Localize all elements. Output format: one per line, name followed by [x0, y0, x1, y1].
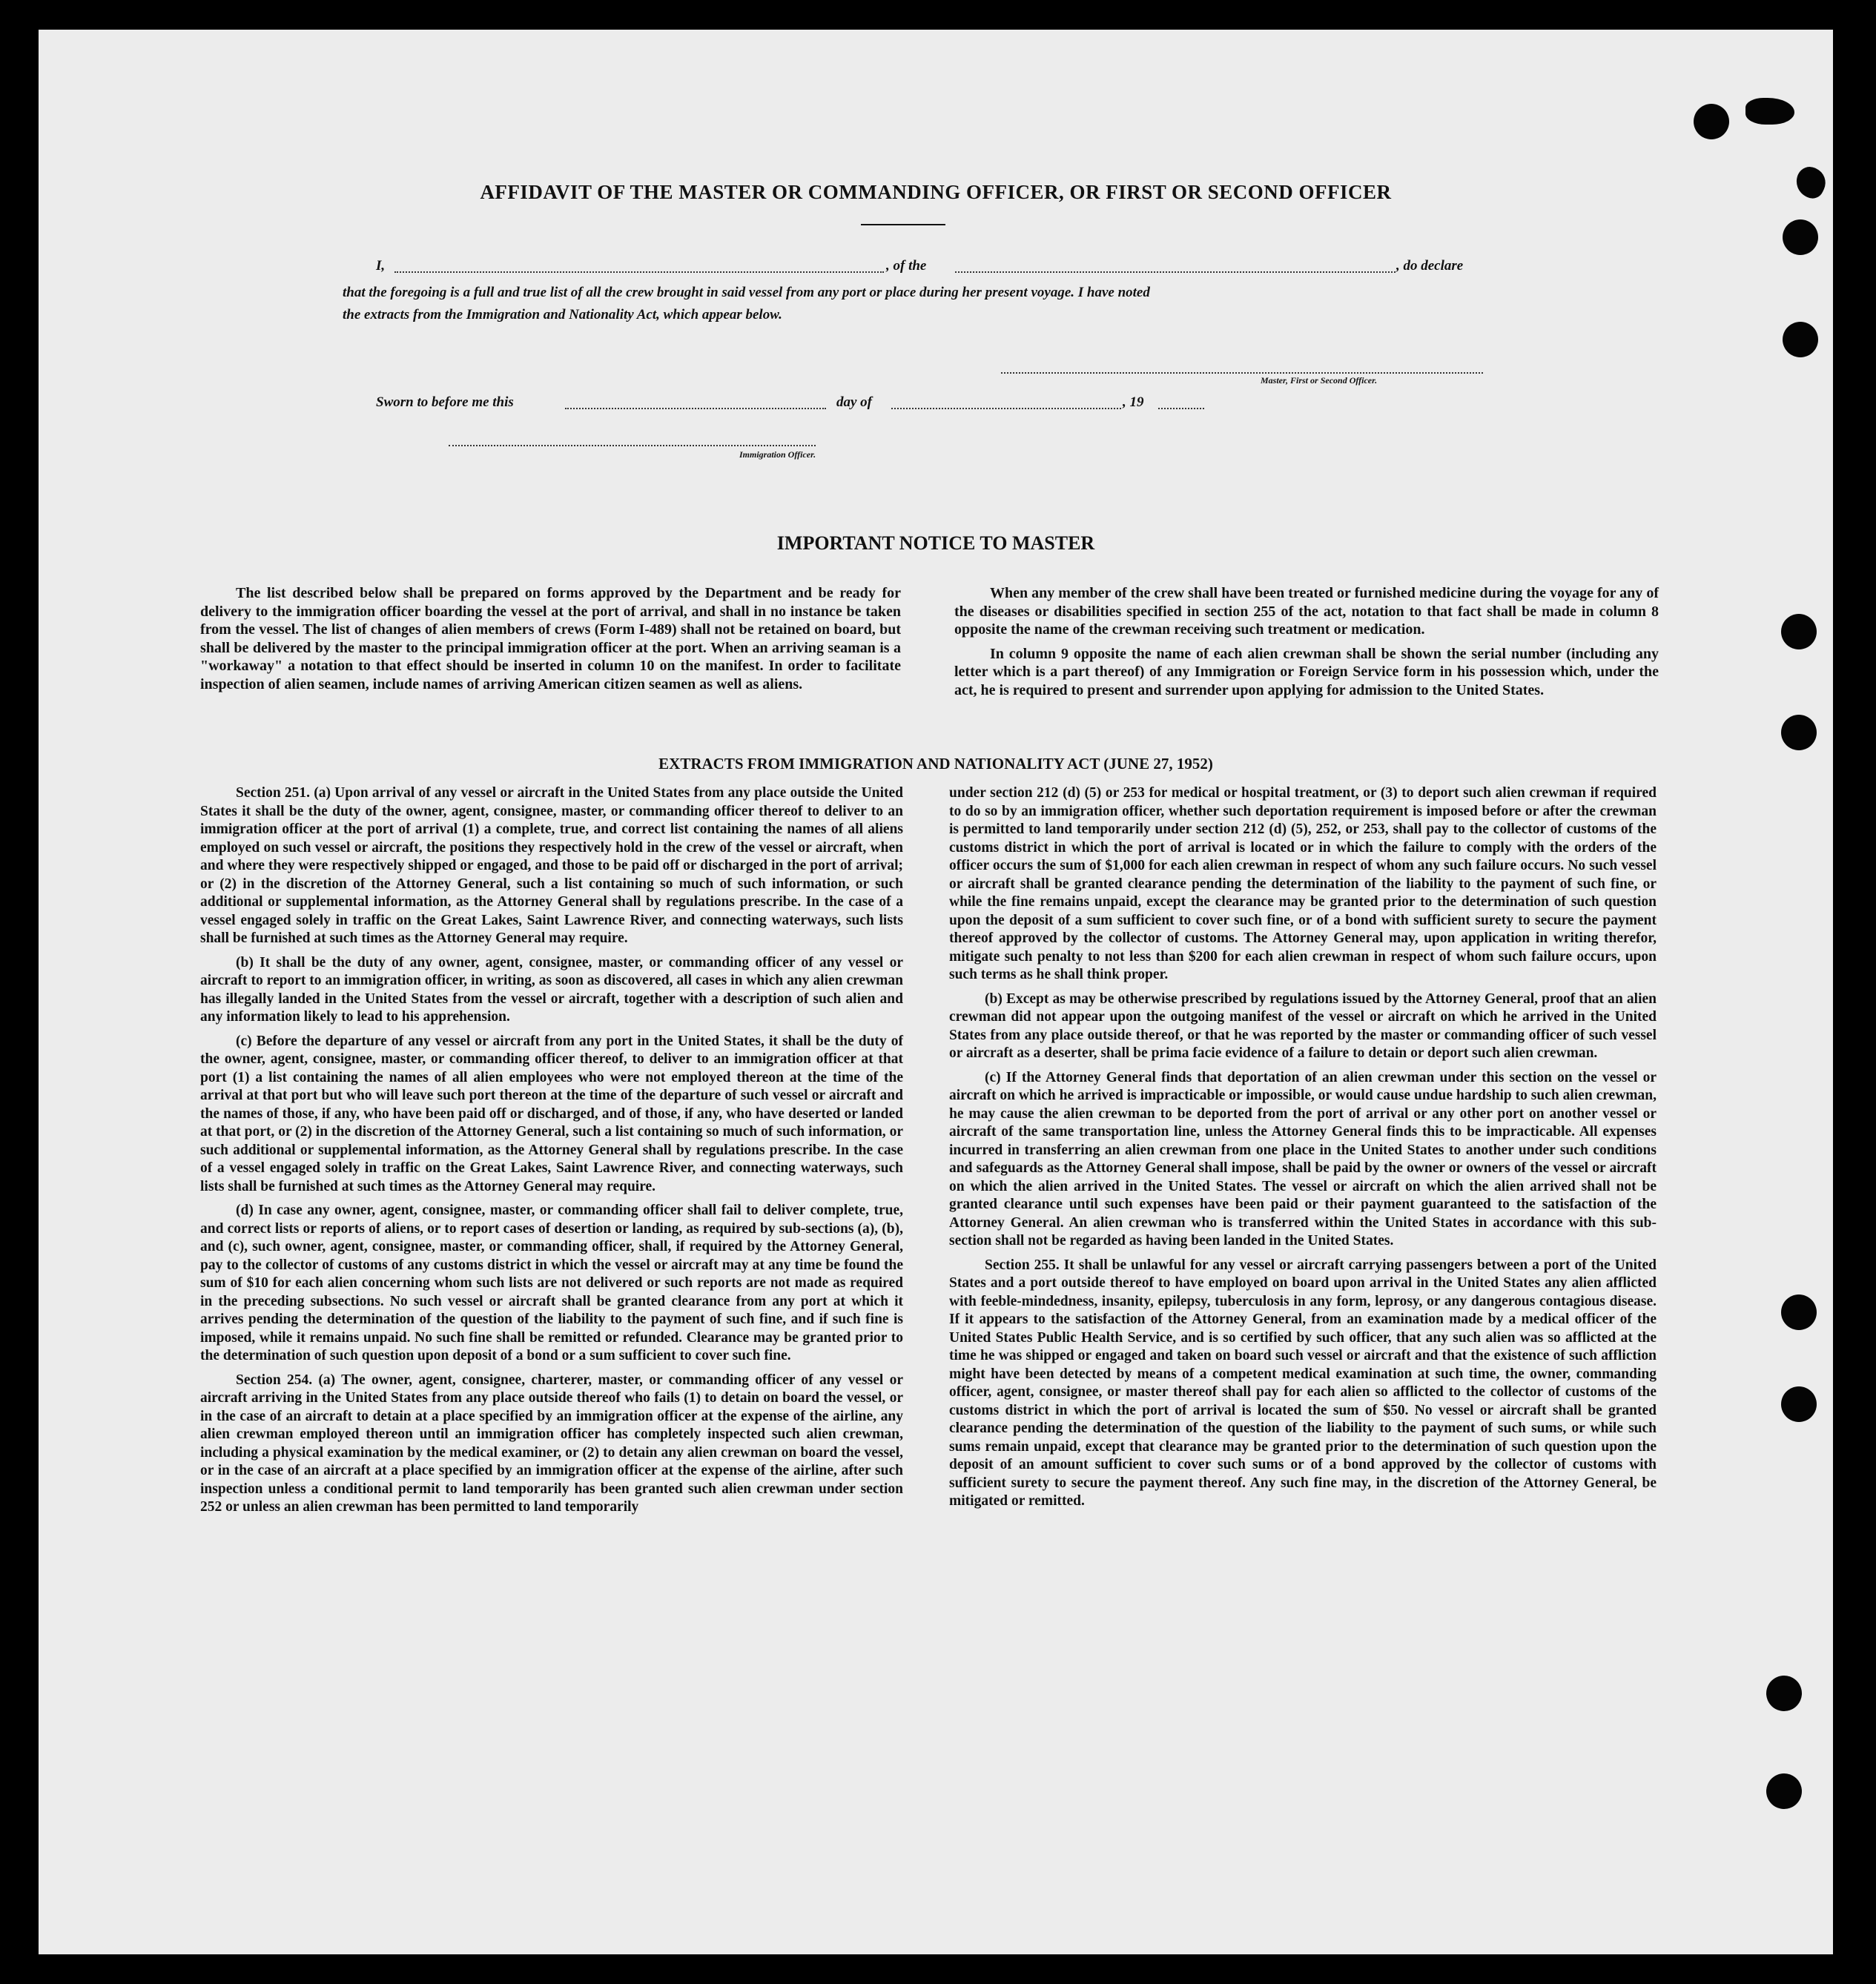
affidavit-title: AFFIDAVIT OF THE MASTER OR COMMANDING OFFICER, OR FIRST OR SECOND OFFICER — [480, 181, 1392, 203]
notice-left — [200, 584, 901, 699]
notice-right-paragraph-1: When any member of the crew shall have been treated or furnished medicine during the voyage for any of the diseases or disabilities specified in section 255 of the act, notation to that fact shall be made in column 8 opposite the name of the crewman receiving such treatment or medication. — [954, 585, 1659, 638]
master-caption: Master, First or Second Officer. — [1261, 375, 1378, 386]
section-251-d: (d) In case any owner, agent, consignee, master, or commanding officer shall fail to deliver complete, true, and correct lists or reports of aliens, or to report cases of desertion or landing, as required by sub-sections (a), (b), and (c), such owner, agent, consignee, master, or commanding officer, shall, if required by the Attorney General, pay to the collector of customs of any customs district in which the vessel or aircraft may at any time be found the sum of $10 for each alien concerning whom such lists are not delivered or such reports are not made as required in the preceding subsections. No such vessel or aircraft shall be granted clearance from any port at which it arrives pending the determination of the question of the liability to the payment of such fine, and if such fine is imposed, while it remains unpaid. No such fine shall be remitted or refunded. Clearance may be granted prior to the determination of such question upon deposit of a bond or a sum sufficient to cover such fine. — [200, 1203, 903, 1363]
extracts-left-column — [200, 784, 903, 1523]
vessel-line — [955, 271, 1396, 273]
punch-hole — [1766, 1773, 1802, 1809]
sworn-label: Sworn to before me this — [376, 394, 514, 410]
notice-right — [954, 584, 1659, 705]
punch-hole — [1694, 104, 1729, 139]
sworn-month-line — [891, 408, 1121, 409]
punch-hole — [1781, 715, 1817, 750]
notice-title: IMPORTANT NOTICE TO MASTER — [776, 532, 1095, 554]
of-the-label: , of the — [886, 258, 927, 274]
declaration-line2: the extracts from the Immigration and Nationality Act, which appear below. — [343, 307, 782, 323]
immigration-signature-line — [449, 445, 816, 446]
punch-hole — [1783, 219, 1818, 255]
sworn-year-line — [1158, 408, 1204, 409]
day-of-label: day of — [836, 394, 873, 410]
section-251-c: (c) Before the departure of any vessel or aircraft from any port in the United States, it shall be the duty of the owner, agent, consignee, master, or commanding officer thereof, to deliver to an immigration officer at that port (1) a list containing the names of all alien employees who were not employed thereon at the time of the arrival at that port but who will leave such port thereon at the time of the departure of such vessel or aircraft and the names of those, if any, who have been paid off or discharged, and of those, if any, who have deserted or landed at that port, or (2) in the discretion of the Attorney General, such a list containing so much of such information, or such additional or supplemental information, as the Attorney General shall by regulations prescribe. In the case of a vessel engaged solely in traffic on the Great Lakes, Saint Lawrence River, and connecting waterways, such lists shall be furnished at such times as the Attorney General may require. — [200, 1033, 903, 1194]
extracts-right-column — [949, 784, 1657, 1517]
section-251-a: Section 251. (a) Upon arrival of any vessel or aircraft in the United States from any place outside the United States it shall be the duty of the owner, agent, consignee, master, or commanding officer thereof to deliver to an immigration officer at the port of arrival (1) a complete, true, and correct list containing the names of all aliens employed on such vessel or aircraft, the positions they respectively hold in the crew of the vessel or aircraft, when and where they were respectively shipped or engaged, and those to be paid off or discharged in the port of arrival; or (2) in the discretion of the Attorney General, such a list containing so much of such information, or such additional or supplemental information, as the Attorney General shall by regulations prescribe. In the case of a vessel engaged solely in traffic on the Great Lakes, Saint Lawrence River, and connecting waterways, such lists shall be furnished at such times as the Attorney General may require. — [200, 785, 903, 946]
title-rule — [861, 224, 945, 225]
extracts-title: EXTRACTS FROM IMMIGRATION AND NATIONALITY ACT (JUNE 27, 1952) — [658, 755, 1213, 773]
section-254-a-continued: under section 212 (d) (5) or 253 for medical or hospital treatment, or (3) to deport such alien crewman if required to do so by an immigration officer, whether such deportation requirement is imposed before or after the crewman is permitted to land temporarily under section 212 (d) (5), 252, or 253, shall pay to the collector of customs of the customs district in which the port of arrival is located or in which the failure to comply with the orders of the officer occurs the sum of $1,000 for each alien crewman in respect of whom any such failure occurs. No such vessel or aircraft shall be granted clearance pending the determination of the liability to the payment of such fine, or while the fine remains unpaid, except the clearance may be granted prior to the determination of such question upon the deposit of a sum sufficient to cover such fine, or of a bond with sufficient surety to secure the payment thereof approved by the collector of customs. The Attorney General may, upon application in writing therefor, mitigate such penalty to not less than $200 for each alien crewman in respect of whom such failure occurs, upon such terms as he shall think proper. — [949, 785, 1657, 982]
ink-blot — [1745, 98, 1794, 125]
notice-left-paragraph: The list described below shall be prepared on forms approved by the Department and be ready for delivery to the immigration officer boarding the vessel at the port of arrival, and shall in no instance be taken from the vessel. The list of changes of alien members of crews (Form I-489) shall not be retained on board, but shall be delivered by the master to the principal immigration officer at the port. When an arriving seaman is a "workaway" a notation to that effect should be inserted in column 10 on the manifest. In order to facilitate inspection of alien seamen, include names of arriving American citizen seamen as well as aliens. — [200, 585, 901, 692]
immigration-caption: Immigration Officer. — [739, 449, 816, 460]
do-declare-label: , do declare — [1396, 258, 1464, 274]
master-signature-line — [1001, 372, 1483, 374]
name-line — [394, 271, 884, 273]
punch-hole — [1783, 322, 1818, 357]
notice-right-paragraph-2: In column 9 opposite the name of each alien crewman shall be shown the serial number (including any letter which is a part thereof) of any Immigration or Foreign Service form in his possession which, under the act, he is required to present and surrender upon applying for admission to the United States. — [954, 645, 1659, 698]
i-label: I, — [376, 258, 386, 274]
section-254-c: (c) If the Attorney General finds that deportation of an alien crewman under this section on the vessel or aircraft on which he arrived is impracticable or impossible, or would cause undue hardship to such alien crewman, he may cause the alien crewman to be deported from the port of arrival or any other port on another vessel or aircraft of the same transportation line, unless the Attorney General finds this to be impracticable. All expenses incurred in transferring an alien crewman from one place in the United States to another under such conditions and safeguards as the Attorney General shall impose, shall be paid by the owner or owners of the vessel or aircraft on which the alien arrived in the United States. The vessel or aircraft on which the alien arrived shall not be granted clearance until such expenses have been paid or their payment guaranteed to the satisfaction of the Attorney General. An alien crewman who is transferred within the United States in accordance with this sub-section shall not be regarded as having been landed in the United States. — [949, 1069, 1657, 1249]
sworn-day-line — [565, 408, 826, 409]
declaration-line1: that the foregoing is a full and true list of all the crew brought in said vessel from any port or place during her present voyage. I have noted — [343, 285, 1150, 300]
punch-hole — [1766, 1676, 1802, 1711]
section-254-a: Section 254. (a) The owner, agent, consignee, charterer, master, or commanding officer of any vessel or aircraft arriving in the United States from any place outside thereof who fails (1) to detain on board the vessel, or in the case of an aircraft to detain at a place specified by an immigration officer at the expense of the airline, any alien crewman employed thereon until an immigration officer has completely inspected such alien crewman, including a physical examination by the medical examiner, or (2) to detain any alien crewman on board the vessel, or in the case of an aircraft at a place specified by an immigration officer at the expense of the airline, after such inspection unless a conditional permit to land temporarily has been granted such alien crewman under section 252 or unless an alien crewman has been permitted to land temporarily — [200, 1372, 903, 1515]
section-254-b: (b) Except as may be otherwise prescribed by regulations issued by the Attorney General, proof that an alien crewman did not appear upon the outgoing manifest of the vessel or aircraft on which he arrived in the United States from any place outside thereof, or that he was reported by the master or commanding officer of such vessel or aircraft as a deserter, shall be prima facie evidence of a failure to detain or deport such alien crewman. — [949, 991, 1657, 1061]
section-251-b: (b) It shall be the duty of any owner, agent, consignee, master, or commanding officer of any vessel or aircraft to report to an immigration officer, in writing, as soon as discovered, all cases in which any alien crewman has illegally landed in the United States from the vessel or aircraft, together with a description of such alien and any information likely to lead to his apprehension. — [200, 954, 903, 1025]
year-label: , 19 — [1123, 394, 1144, 410]
punch-hole — [1781, 1386, 1817, 1422]
punch-hole — [1781, 614, 1817, 649]
section-255: Section 255. It shall be unlawful for any vessel or aircraft carrying passengers between a port of the United States and a port outside thereof to have employed on board upon arrival in the United States any alien afflicted with feeble-mindedness, insanity, epilepsy, tuberculosis in any form, leprosy, or any dangerous contagious disease. If it appears to the satisfaction of the Attorney General, from an examination made by a medical officer of the United States Public Health Service, and is so certified by such officer, that any such alien was so afflicted at the time he was shipped or engaged and taken on board such vessel or aircraft and that the existence of such affliction might have been detected by means of a competent medical examination at such time, the owner, commanding officer, agent, consignee, or master thereof shall pay for each alien so afflicted to the collector of customs of the customs district in which the port of arrival is located the sum of $50. No vessel or aircraft shall be granted clearance pending the determination of the question of the liability to the payment of such sums, or while such sums remain unpaid, except that clearance may be granted prior to the determination of such question upon the deposit of an amount sufficient to cover such sums or of a bond approved by the collector of customs with sufficient surety to secure the payment thereof. Any such fine may, in the discretion of the Attorney General, be mitigated or remitted. — [949, 1257, 1657, 1509]
document-page — [39, 30, 1833, 1954]
punch-hole — [1781, 1294, 1817, 1330]
